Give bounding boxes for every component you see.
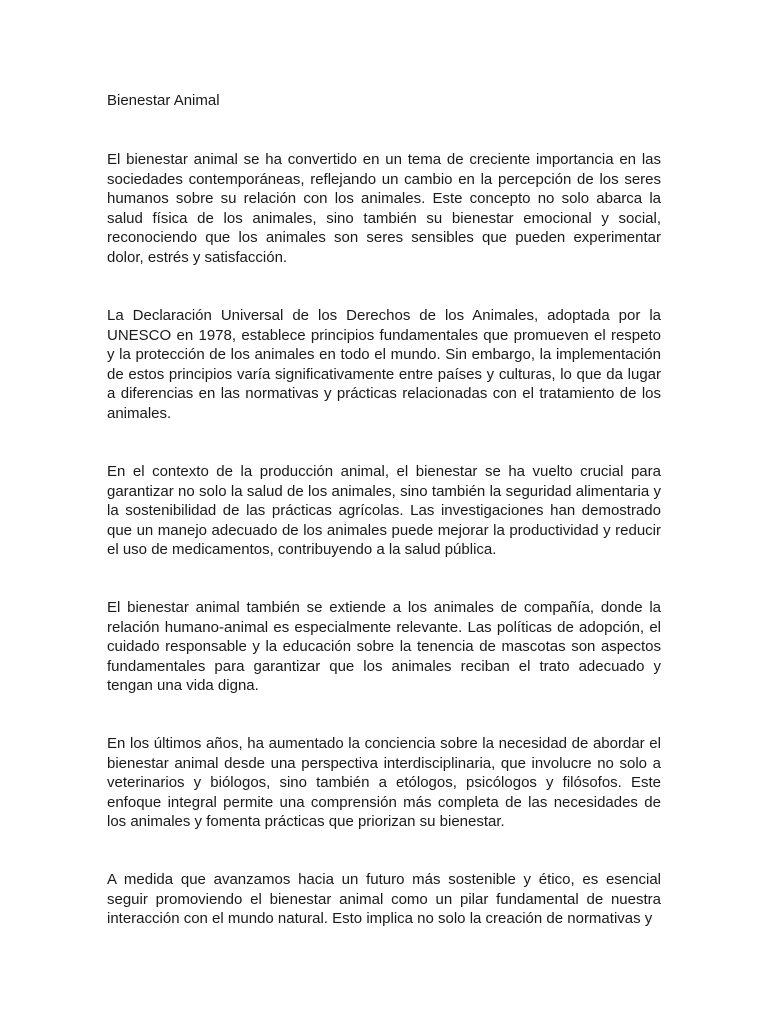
paragraph-2: La Declaración Universal de los Derechos de los Animales, adoptada por la UNESCO en 1978, establece principios fundamentales que promueven el respeto y la protección de los animales en todo el mundo. Sin embargo, la implementación de estos principios varía significativamente entre países y culturas, lo que da lugar a diferencias en las normativas y prácticas relacionadas con el tratamiento de los animales. xyxy=(107,307,661,422)
paragraph-1: El bienestar animal se ha convertido en un tema de creciente importancia en las sociedades contemporáneas, reflejando un cambio en la percepción de los seres humanos sobre su relación con los animales. Este concepto no solo abarca la salud física de los animales, sino también su bienestar emocional y social, reconociendo que los animales son seres sensibles que pueden experimentar dolor, estrés y satisfacción. xyxy=(107,151,661,266)
paragraph-4: El bienestar animal también se extiende a los animales de compañía, donde la relación humano-animal es especialmente relevante. Las políticas de adopción, el cuidado responsable y la educación sobre la tenencia de mascotas son aspectos fundamentales para garantizar que los animales reciban el trato adecuado y tengan una vida digna. xyxy=(107,599,661,694)
paragraph-6: A medida que avanzamos hacia un futuro más sostenible y ético, es esencial seguir promoviendo el bienestar animal como un pilar fundamental de nuestra interacción con el mundo natural. Esto implica no solo la creación de normativas y xyxy=(107,871,661,927)
document-title: Bienestar Animal xyxy=(107,92,220,109)
paragraph-5: En los últimos años, ha aumentado la conciencia sobre la necesidad de abordar el bienestar animal desde una perspectiva interdisciplinaria, que involucre no solo a veterinarios y biólogos, sino también a etólogos, psicólogos y filósofos. Este enfoque integral permite una comprensión más completa de las necesidades de los animales y fomenta prácticas que priorizan su bienestar. xyxy=(107,735,661,830)
paragraph-3: En el contexto de la producción animal, el bienestar se ha vuelto crucial para garantizar no solo la salud de los animales, sino también la seguridad alimentaria y la sostenibilidad de las prácticas agrícolas. Las investigaciones han demostrado que un manejo adecuado de los animales puede mejorar la productividad y reducir el uso de medicamentos, contribuyendo a la salud pública. xyxy=(107,463,661,558)
